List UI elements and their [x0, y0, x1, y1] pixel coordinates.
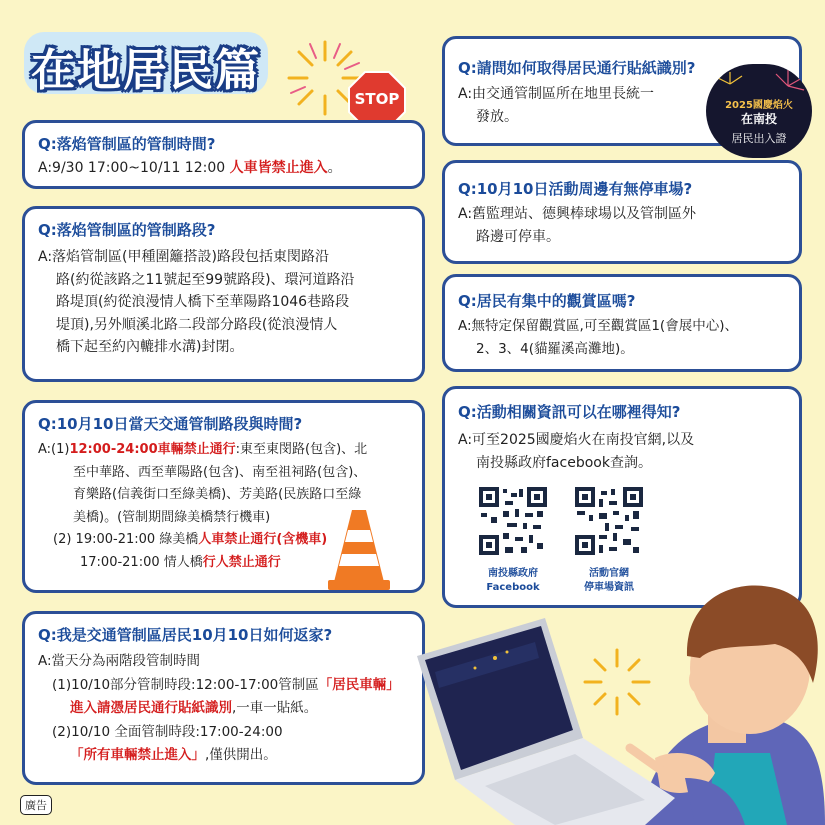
question-text: Q:居民有集中的觀賞區嗎?: [458, 292, 636, 310]
question-text: Q:落焰管制區的管制路段?: [38, 221, 216, 239]
qr-code-facebook[interactable]: [479, 487, 547, 555]
answer-text: A:當天分為兩階段管制時間 (1)10/10部分管制時段:12:00-17:00管制區「居民車輛」 進入請憑居民通行貼紙識別,一車一貼紙。 (2)10/10 全面管制時段:17:00-24:00 「所有車輛禁止進入」,僅供開出。: [38, 653, 400, 763]
qr-label-facebook: 南投縣政府 Facebook: [486, 568, 540, 593]
qr-code-icon: [575, 487, 643, 555]
ad-label: 廣告: [20, 795, 52, 815]
question-text: Q:請問如何取得居民通行貼紙識別?: [458, 59, 696, 77]
person-laptop-illustration: [415, 548, 825, 825]
question-text: Q:活動相關資訊可以在哪裡得知?: [458, 403, 681, 421]
resident-pass-badge: 2025國慶焰火 在南投 居民出入證: [706, 64, 812, 158]
faq-card-control-time: [22, 120, 425, 189]
answer-text: A:落焰管制區(甲種圍籬搭設)路段包括東閔路沿 路(約從該路之11號起至99號路段)、環河道路沿 路堤頂(約從浪漫情人橋下至華陽路1046巷路段 堤頂),另外順溪北路二段部分路段(從浪漫情人 橋下起至約內轆排水溝)封閉。: [38, 249, 355, 355]
answer-text: A:由交通管制區所在地里長統一 發放。: [458, 86, 655, 125]
faq-card-parking: [442, 160, 802, 264]
answer-text: A:(1)12:00-24:00車輛禁止通行:東至東閔路(包含)、北 至中華路、西至華陽路(包含)、南至祖祠路(包含)、 育樂路(信義街口至綠美橋)、芳美路(民族路口至綠 美橋)。(管制期間綠美橋禁行機車) (2) 19:00-21:00 綠美橋人車禁止通行(含機車) 17:00-21:00 情人橋行人禁止通行: [38, 442, 368, 570]
answer-text: A:舊監理站、德興棒球場以及管制區外 路邊可停車。: [458, 206, 697, 245]
question-text: Q:我是交通管制區居民10月10日如何返家?: [38, 626, 333, 644]
page-title: 在地居民篇: [22, 28, 270, 98]
faq-card-control-roads: [22, 206, 425, 382]
answer-text: A:無特定保留觀賞區,可至觀賞區1(會展中心)、 2、3、4(貓羅溪高灘地)。: [458, 318, 738, 357]
qr-code-icon: [479, 487, 547, 555]
faq-card-viewing-area: [442, 274, 802, 372]
stop-sign-icon: STOP: [347, 70, 407, 180]
question-text: Q:落焰管制區的管制時間?: [38, 135, 216, 153]
question-text: Q:10月10日活動周邊有無停車場?: [458, 180, 693, 198]
traffic-cone-icon: [326, 508, 392, 594]
answer-text: A:9/30 17:00~10/11 12:00 人車皆禁止進入。: [38, 160, 342, 176]
answer-text: A:可至2025國慶焰火在南投官網,以及 南投縣政府facebook查詢。: [458, 432, 695, 471]
qr-code-website[interactable]: [575, 487, 643, 555]
qr-label-website: 活動官網 停車場資訊: [584, 568, 634, 593]
faq-card-return-home: [22, 611, 425, 785]
question-text: Q:10月10日當天交通管制路段與時間?: [38, 415, 303, 433]
